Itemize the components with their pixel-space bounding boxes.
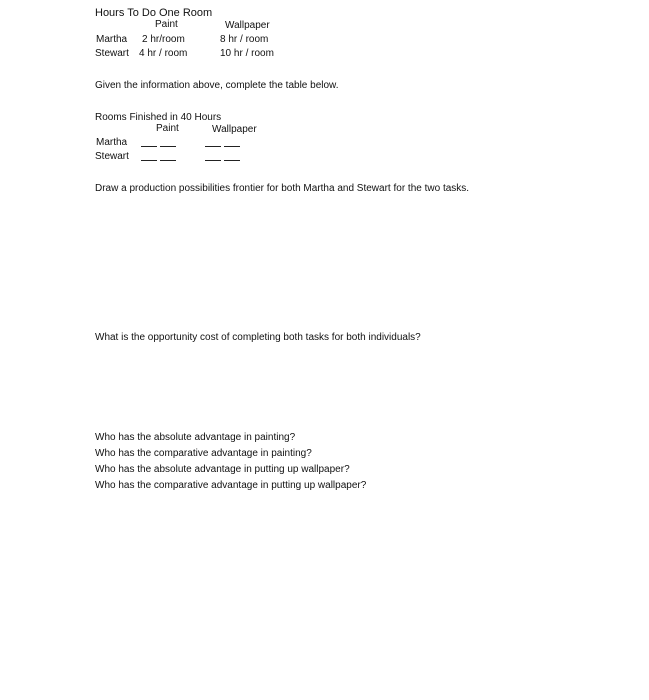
hours-table-title: Hours To Do One Room (95, 7, 213, 19)
rooms-col-paint: Paint (156, 123, 179, 134)
ppf-prompt: Draw a production possibilities frontier for both Martha and Stewart for the two tasks. (95, 183, 470, 194)
rooms-table-title: Rooms Finished in 40 Hours (95, 112, 222, 123)
question-absolute-wallpaper: Who has the absolute advantage in putting up wallpaper? (95, 464, 350, 475)
question-comparative-wallpaper: Who has the comparative advantage in putting up wallpaper? (95, 480, 367, 491)
stewart-wallpaper-blank[interactable] (224, 160, 240, 161)
martha-paint-blank[interactable] (160, 146, 176, 147)
rooms-row-name-stewart: Stewart (95, 151, 129, 162)
hours-row-name-stewart: Stewart (95, 48, 129, 59)
martha-wallpaper-blank[interactable] (205, 146, 221, 147)
stewart-paint-blank[interactable] (141, 160, 157, 161)
hours-martha-wallpaper: 8 hr / room (220, 34, 269, 45)
question-comparative-painting: Who has the comparative advantage in painting? (95, 448, 312, 459)
hours-martha-paint: 2 hr/room (142, 34, 185, 45)
rooms-row-name-martha: Martha (96, 137, 128, 148)
hours-col-paint: Paint (155, 19, 178, 30)
stewart-paint-blank[interactable] (160, 160, 176, 161)
martha-paint-blank[interactable] (141, 146, 157, 147)
hours-stewart-paint: 4 hr / room (139, 48, 188, 59)
hours-col-wallpaper: Wallpaper (225, 20, 270, 31)
hours-row-name-martha: Martha (96, 34, 128, 45)
instruction-text: Given the information above, complete the table below. (95, 80, 339, 91)
martha-wallpaper-blank[interactable] (224, 146, 240, 147)
stewart-wallpaper-blank[interactable] (205, 160, 221, 161)
hours-stewart-wallpaper: 10 hr / room (220, 48, 274, 59)
rooms-col-wallpaper: Wallpaper (212, 124, 257, 135)
question-absolute-painting: Who has the absolute advantage in painting? (95, 432, 296, 443)
opportunity-cost-prompt: What is the opportunity cost of completing both tasks for both individuals? (95, 332, 421, 343)
